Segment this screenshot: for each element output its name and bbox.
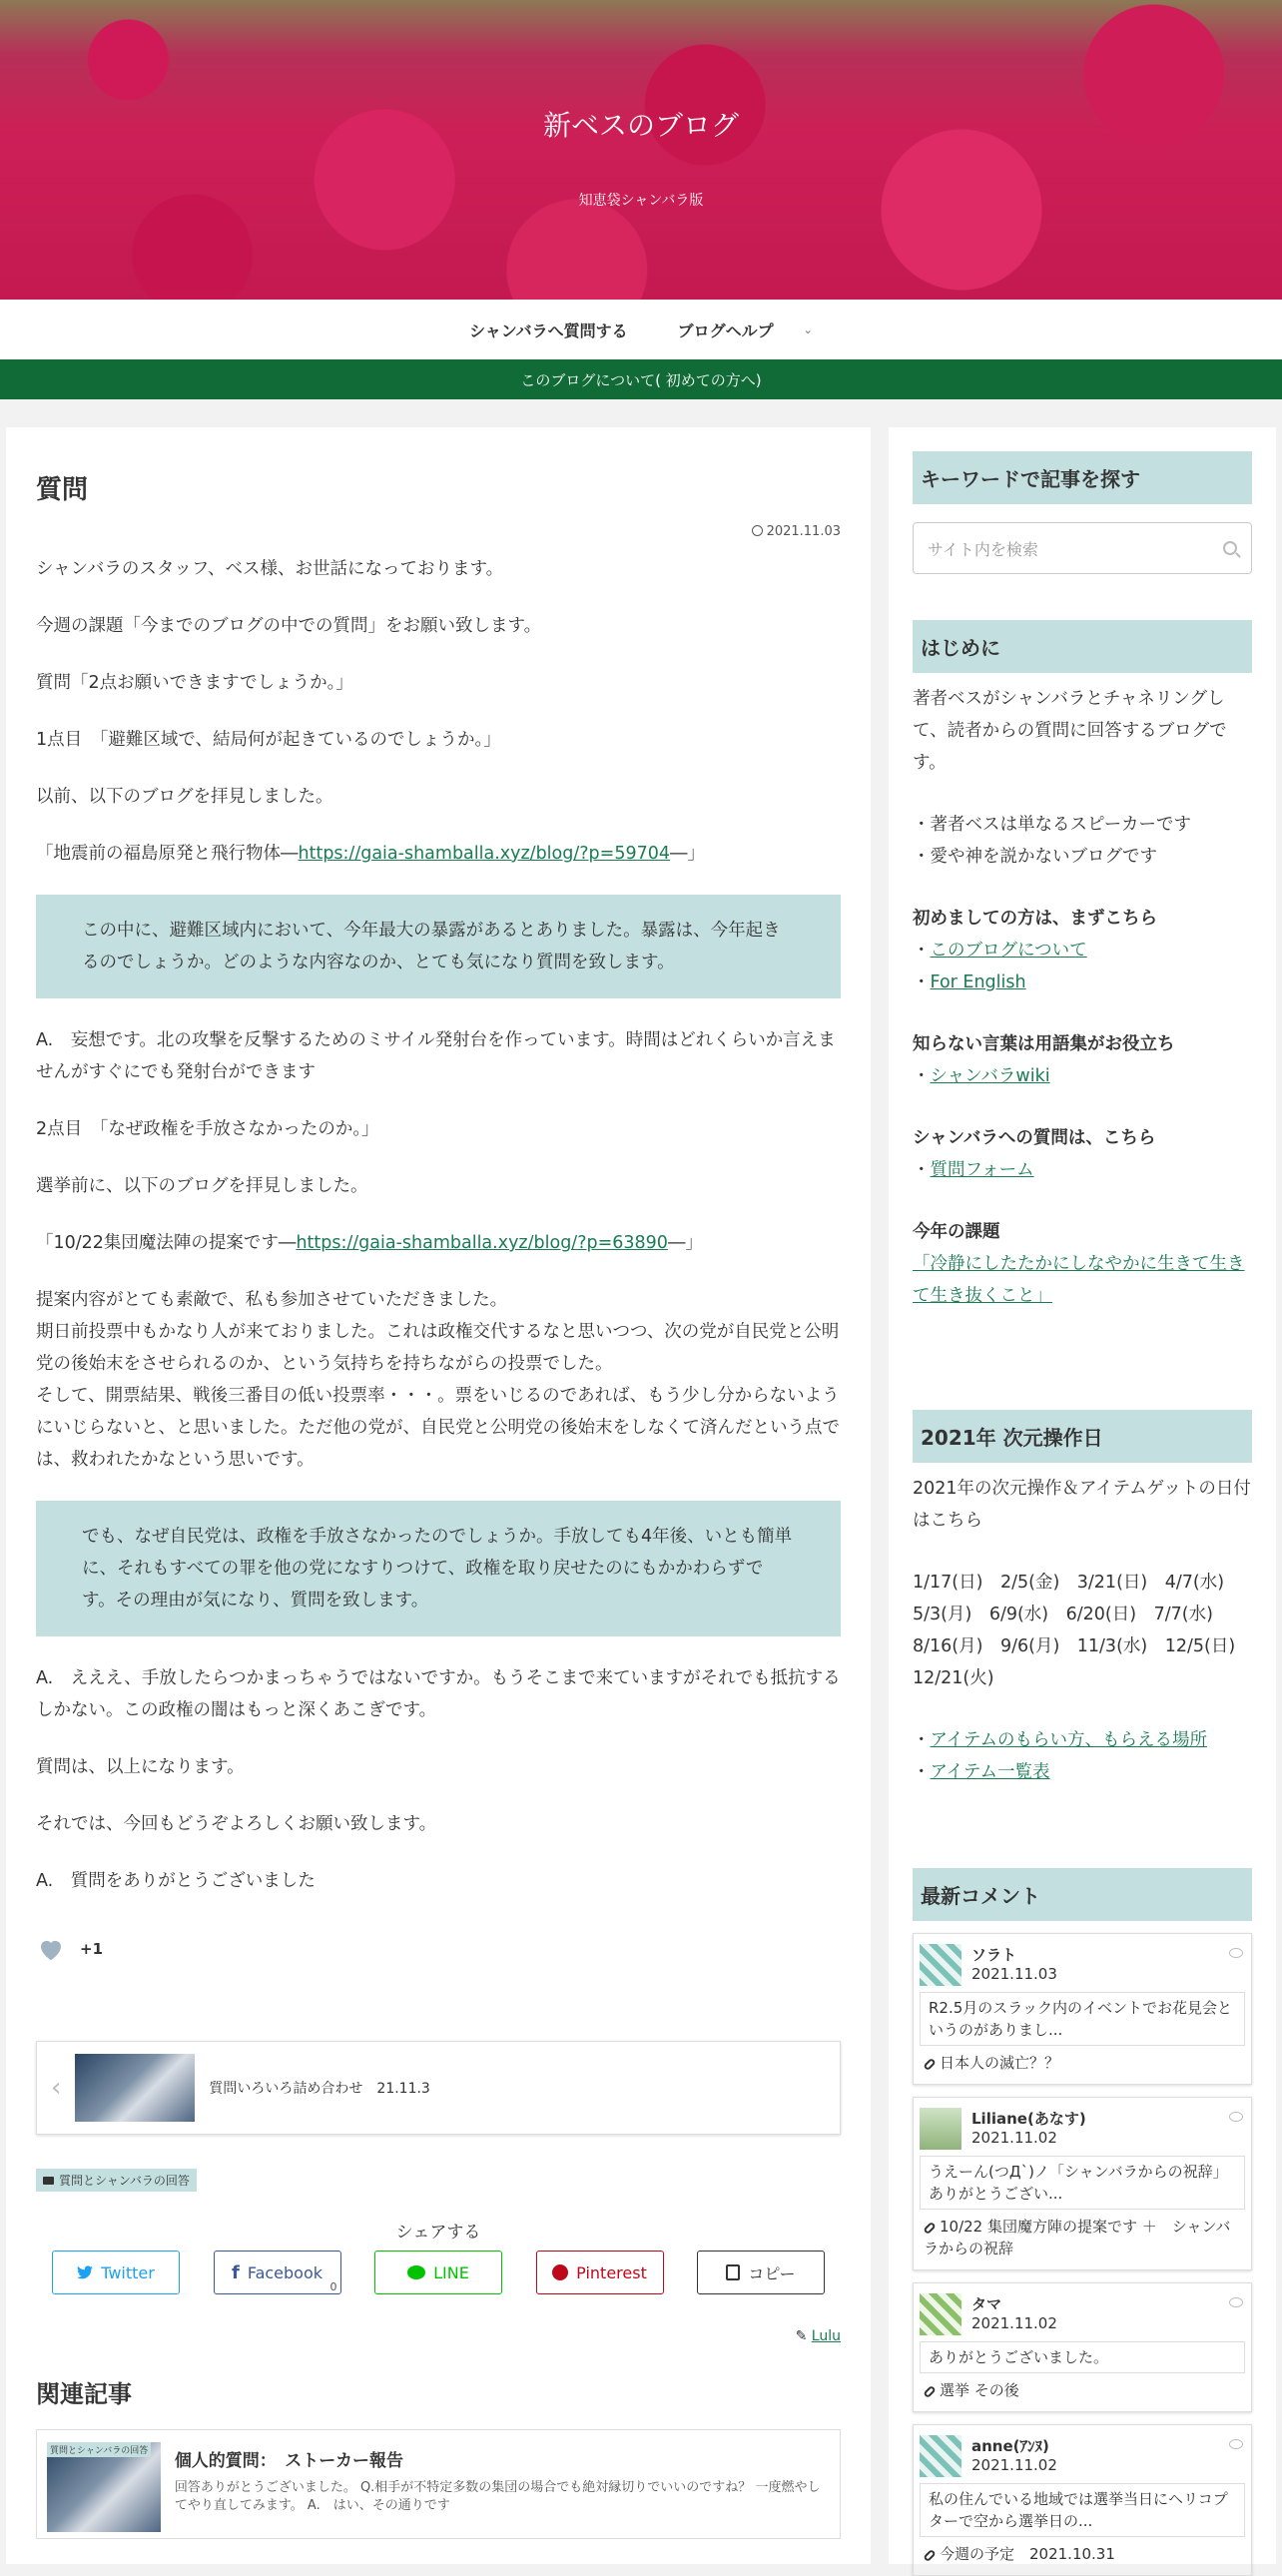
line-share-button[interactable]: LINE [374, 2251, 502, 2294]
avatar [920, 2435, 962, 2477]
comment-card[interactable]: ソラト 2021.11.03 R2.5月のスラック内のイベントでお花見会というのがありまし... 日本人の滅亡？？ [913, 1933, 1252, 2085]
related-post-thumbnail: 質問とシャンバラの回答 [47, 2442, 161, 2532]
quote-block: この中に、避難区域内において、今年最大の暴露があるとありました。暴露は、今年起きるのでしょうか。どのような内容なのか、とても気になり質問を致します。 [36, 895, 841, 998]
avatar [920, 2108, 962, 2150]
folder-icon [43, 2177, 54, 2185]
blog-link-63890[interactable]: https://gaia-shamballa.xyz/blog/?p=63890 [296, 1233, 668, 1253]
paragraph: 1点目 「避難区域で、結局何が起きているのでしょうか。」 [36, 730, 501, 750]
paragraph: 2点目 「なぜ政権を手放さなかったのか。」 [36, 1119, 379, 1139]
paragraph: 今週の課題「今までのブログの中での質問」をお願い致します。 [36, 616, 542, 636]
answer: A. えええ、手放したらつかまっちゃうではないですか。もうそこまで来ていますがそれでも抵抗するしかない。この政権の闇はもっと深くあこぎです。 [36, 1668, 841, 1720]
comment-bubble-icon [1229, 1948, 1243, 1958]
twitter-share-button[interactable]: Twitter [52, 2251, 180, 2294]
wiki-link[interactable]: シャンバラwiki [930, 1066, 1050, 1086]
prev-post-card[interactable] [36, 2041, 841, 2135]
category-tag[interactable]: 質問とシャンバラの回答 [36, 2169, 197, 2192]
sidebar [889, 427, 1276, 2564]
paragraph: 選挙前に、以下のブログを拝見しました。 [36, 1176, 368, 1196]
paragraph: 質問「2点お願いできますでしょうか。」 [36, 673, 353, 693]
prev-post-thumbnail [75, 2054, 195, 2122]
nav-item-help[interactable]: ブログヘルプ ⌄ [677, 321, 813, 340]
answer: A. 質問をありがとうございました [36, 1871, 316, 1891]
link-icon [923, 2058, 936, 2071]
chevron-left-icon: ‹ [51, 2073, 62, 2103]
pinterest-share-button[interactable]: Pinterest [536, 2251, 664, 2294]
intro-text: 著者ベスがシャンバラとチャネリングして、読者からの質問に回答するブログです。 ・著者ベスは単なるスピーカーです ・愛や神を説かないブログです 初めましての方は、まずこちら ・このブログについて ・For English 知らない言葉は用語集がお役立ち ・シャンバラwiki シャンバラへの質問は、こちら ・質問フォーム 今年の課題 「冷静にしたたかにしなやかに生きて生きて生き抜くこと」 [913, 689, 1245, 1306]
like-row [36, 1929, 841, 1969]
paragraph: シャンバラのスタッフ、ベス様、お世話になっております。 [36, 559, 504, 579]
copy-icon [726, 2264, 740, 2280]
paragraph: 期日前投票中もかなり人が来ておりました。これは政権交代するなと思いつつ、次の党が自民党と公明党の後始末をさせられるのか、という気持ちを持ちながらの投票でした。 [36, 1322, 840, 1374]
paragraph: 質問は、以上になります。 [36, 1757, 245, 1777]
comments-heading: 最新コメント [913, 1868, 1252, 1921]
chevron-down-icon: ⌄ [803, 322, 813, 336]
blog-link-59704[interactable]: https://gaia-shamballa.xyz/blog/?p=59704 [298, 844, 670, 864]
post-title: 質問 [36, 475, 89, 505]
twitter-icon [77, 2265, 93, 2279]
avatar [920, 2293, 962, 2335]
site-subtitle: 知恵袋シャンバラ版 [578, 193, 704, 209]
dimension-text: 2021年の次元操作＆アイテムゲットの日付はこちら 1/17(日) 2/5(金) 3/21(日) 4/7(水) 5/3(月) 6/9(水) 6/20(日) 7/7(水) 8/16(月) 9/6(月) 11/3(水) 12/5(日) 12/21(火) ・アイテムのもらい方、もらえる場所 ・アイテム一覧表 [913, 1479, 1251, 1782]
main-content [6, 427, 871, 2564]
quote-block: でも、なぜ自民党は、政権を手放さなかったのでしょうか。手放しても4年後、いとも簡単に、それもすべての罪を他の党になすりつけて、政権を取り戻せたのにもかかわらずです。その理由が気になり、質問を致します。 [36, 1501, 841, 1636]
comment-card[interactable]: タマ 2021.11.02 ありがとうございました。 選挙 その後 [913, 2282, 1252, 2412]
author-link[interactable]: Lulu [811, 2328, 841, 2344]
paragraph: そして、開票結果、戦後三番目の低い投票率・・・。票をいじるのであれば、もう少し分からないようにいじらないと、と思いました。ただ他の党が、自民党と公明党の後始末をしなくて済んだという点では、救われたかなという思いです。 [36, 1386, 840, 1470]
header-banner [0, 0, 1282, 300]
clock-icon [752, 525, 763, 536]
facebook-share-button[interactable]: f Facebook 0 [214, 2251, 341, 2294]
notice-bar[interactable]: このブログについて( 初めての方へ) [0, 359, 1282, 399]
link-icon [923, 2549, 936, 2562]
author [36, 2328, 841, 2344]
heart-icon[interactable] [36, 1934, 66, 1964]
intro-heading: はじめに [913, 620, 1252, 673]
link-icon [923, 2385, 936, 2398]
search-widget-heading: キーワードで記事を探す [913, 451, 1252, 504]
share-buttons [36, 2251, 841, 2294]
paragraph: 以前、以下のブログを拝見しました。 [36, 787, 333, 807]
item-list-link[interactable]: アイテム一覧表 [930, 1762, 1050, 1782]
comment-bubble-icon [1229, 2112, 1243, 2122]
comment-bubble-icon [1229, 2439, 1243, 2449]
related-heading: 関連記事 [36, 2380, 132, 2408]
related-post-title: 個人的質問： ストーカー報告 [174, 2451, 403, 2471]
comment-bubble-icon [1229, 2297, 1243, 2307]
related-post-snippet: 回答ありがとうございました。 Q.相手が不特定多数の集団の場合でも絶対縁切りでいいのですね？ 一度燃やしてやり直してみます。 A. はい、その通りです [174, 2480, 821, 2513]
search-input[interactable]: サイト内を検索 [913, 522, 1252, 574]
paragraph: それでは、今回もどうぞよろしくお願い致します。 [36, 1814, 437, 1834]
post-date: 2021.11.03 [36, 524, 841, 539]
avatar [920, 1944, 962, 1986]
pencil-icon: ✎ [795, 2328, 808, 2344]
prev-post-title: 質問いろいろ詰め合わせ 21.11.3 [209, 2081, 430, 2097]
nav-item-ask[interactable]: シャンバラへ質問する [469, 321, 628, 340]
copy-button[interactable]: コピー [697, 2251, 825, 2294]
share-label: シェアする [395, 2223, 481, 2243]
facebook-icon: f [231, 2261, 240, 2283]
facebook-count: 0 [329, 2280, 337, 2293]
item-how-link[interactable]: アイテムのもらい方、もらえる場所 [930, 1730, 1208, 1750]
paragraph: 「10/22集団魔法陣の提案です―https://gaia-shamballa.xyz/blog/?p=63890―」 [36, 1233, 703, 1253]
comment-card[interactable]: anne(ｱﾝﾇ) 2021.11.02 私の住んでいる地域では選挙当日にヘリコプターで空から選挙日の... 今週の予定 2021.10.31 [913, 2424, 1252, 2576]
question-form-link[interactable]: 質問フォーム [930, 1160, 1034, 1180]
search-icon[interactable] [1223, 541, 1237, 555]
post-body [36, 553, 841, 1897]
line-icon [407, 2265, 425, 2279]
main-nav [0, 300, 1282, 359]
dimension-heading: 2021年 次元操作日 [913, 1410, 1252, 1463]
comment-card[interactable]: Liliane(あなす) 2021.11.02 うえーん(つД`)ノ「シャンバラからの祝辞」ありがとうござい... 10/22 集団魔方陣の提案です ＋ シャンバラからの祝辞 [913, 2097, 1252, 2270]
like-count: +1 [80, 1940, 104, 1958]
answer: A. 妄想です。北の攻撃を反撃するためのミサイル発射台を作っています。時間はどれくらいか言えませんがすぐにでも発射台ができます [36, 1030, 836, 1082]
site-title[interactable]: 新ベスのブログ [542, 109, 739, 142]
english-link[interactable]: For English [930, 972, 1026, 992]
link-icon [923, 2222, 936, 2235]
paragraph: 「地震前の福島原発と飛行物体―https://gaia-shamballa.xyz/blog/?p=59704―」 [36, 844, 705, 864]
task-link[interactable]: 「冷静にしたたかにしなやかに生きて生きて生き抜くこと」 [913, 1254, 1245, 1306]
paragraph: 提案内容がとても素敵で、私も参加させていただきました。 [36, 1290, 508, 1310]
about-blog-link[interactable]: このブログについて [930, 941, 1087, 961]
pinterest-icon [552, 2264, 568, 2280]
related-post-card[interactable] [36, 2429, 841, 2539]
